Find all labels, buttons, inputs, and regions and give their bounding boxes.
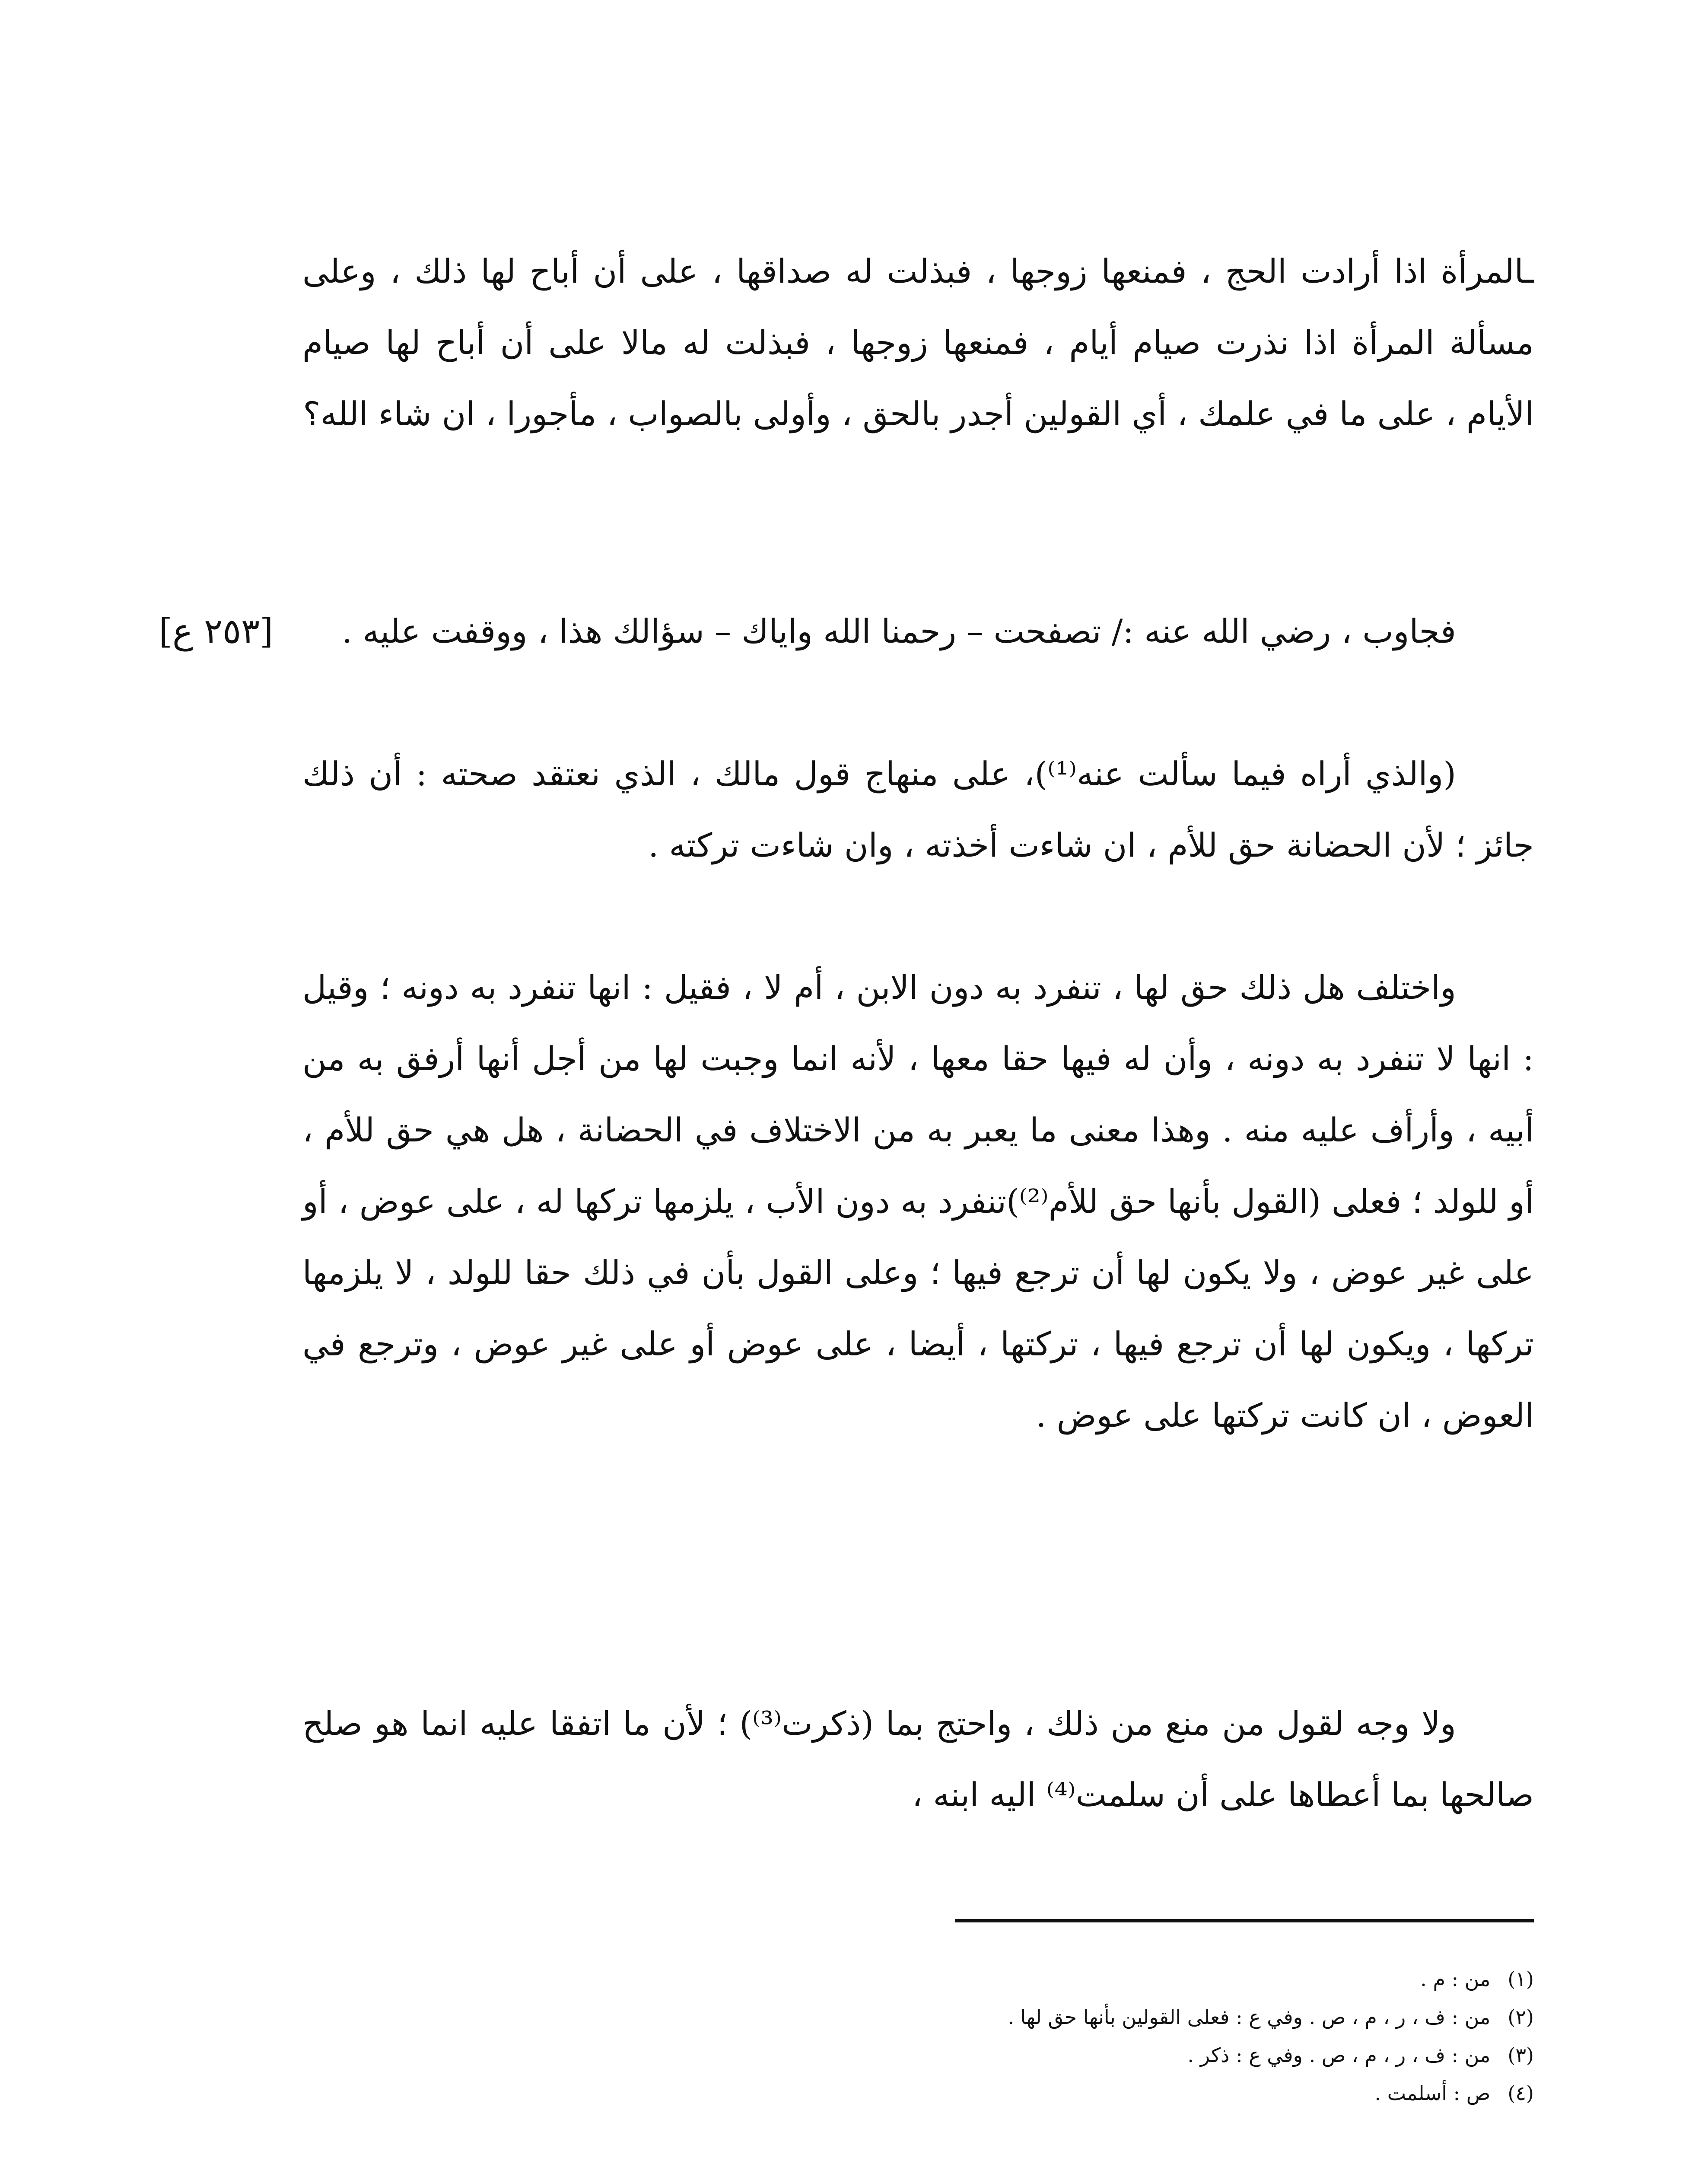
footnote-number: (١) <box>1508 1967 1534 1991</box>
paragraph-opinion: (والذي أراه فيما سألت عنه⁽¹⁾)، على منهاج قول مالك ، الذي نعتقد صحته : أن ذلك جائز ؛ لأن الحضانة حق للأم ، ان شاءت أخذته ، وان شاءت تركته . <box>302 755 1534 864</box>
paragraph-question: ـالمرأة اذا أرادت الحج ، فمنعها زوجها ، فبذلت له صداقها ، على أن أباح لها ذلك ، وعلى مسألة المرأة اذا نذرت صيام أيام ، فمنعها زوجها ، فبذلت له مالا على أن أباح لها صيام الأيام ، على ما في علمك ، أي القولين أجدر بالحق ، وأولى بالصواب ، مأجورا ، ان شاء الله؟ <box>302 252 1534 433</box>
footnote-separator <box>955 1919 1534 1922</box>
paragraph-answer-intro: فجاوب ، رضي الله عنه :/ تصفحت – رحمنا الله واياك – سؤالك هذا ، ووقفت عليه . <box>342 612 1456 650</box>
footnote-number: (٤) <box>1508 2081 1534 2105</box>
footnote-item <box>562 1960 1534 1998</box>
footnote-text: من : ف ، ر ، م ، ص . وفي ع : فعلى القولين بأنها حق لها . <box>1008 2005 1491 2029</box>
manuscript-folio-reference: [٢٥٣ ع] <box>159 611 274 651</box>
footnote-text: من : م . <box>1420 1967 1491 1991</box>
footnotes-list <box>562 1960 1534 2112</box>
footnote-item <box>562 2036 1534 2074</box>
footnote-text: ص : أسلمت . <box>1374 2081 1491 2105</box>
footnote-item <box>562 2074 1534 2112</box>
footnote-item <box>562 1998 1534 2036</box>
footnote-number: (٣) <box>1508 2043 1534 2067</box>
paragraph-disagreement: واختلف هل ذلك حق لها ، تنفرد به دون الابن ، أم لا ، فقيل : انها تنفرد به دونه ؛ وقيل : انها لا تنفرد به دونه ، وأن له فيها حقا معها ، لأنه انما وجبت لها من أجل أنها أرفق به من أبيه ، وأرأف عليه منه . وهذا معنى ما يعبر به من الاختلاف في الحضانة ، هل هي حق للأم ، أو للولد ؛ فعلى (القول بأنها حق للأم⁽²⁾)تنفرد به دون الأب ، يلزمها تركها له ، على عوض ، أو على غير عوض ، ولا يكون لها أن ترجع فيها ؛ وعلى القول بأن في ذلك حقا للولد ، لا يلزمها تركها ، ويكون لها أن ترجع فيها ، تركتها ، أيضا ، على عوض أو على غير عوض ، وترجع في العوض ، ان كانت تركتها على عوض . <box>302 968 1534 1434</box>
footnote-text: من : ف ، ر ، م ، ص . وفي ع : ذكر . <box>1187 2043 1491 2067</box>
paragraph-no-reason: ولا وجه لقول من منع من ذلك ، واحتج بما (ذكرت⁽³⁾) ؛ لأن ما اتفقا عليه انما هو صلح صالحها بما أعطاها على أن سلمت⁽⁴⁾ اليه ابنه ، <box>302 1704 1534 1814</box>
footnote-number: (٢) <box>1508 2005 1534 2029</box>
